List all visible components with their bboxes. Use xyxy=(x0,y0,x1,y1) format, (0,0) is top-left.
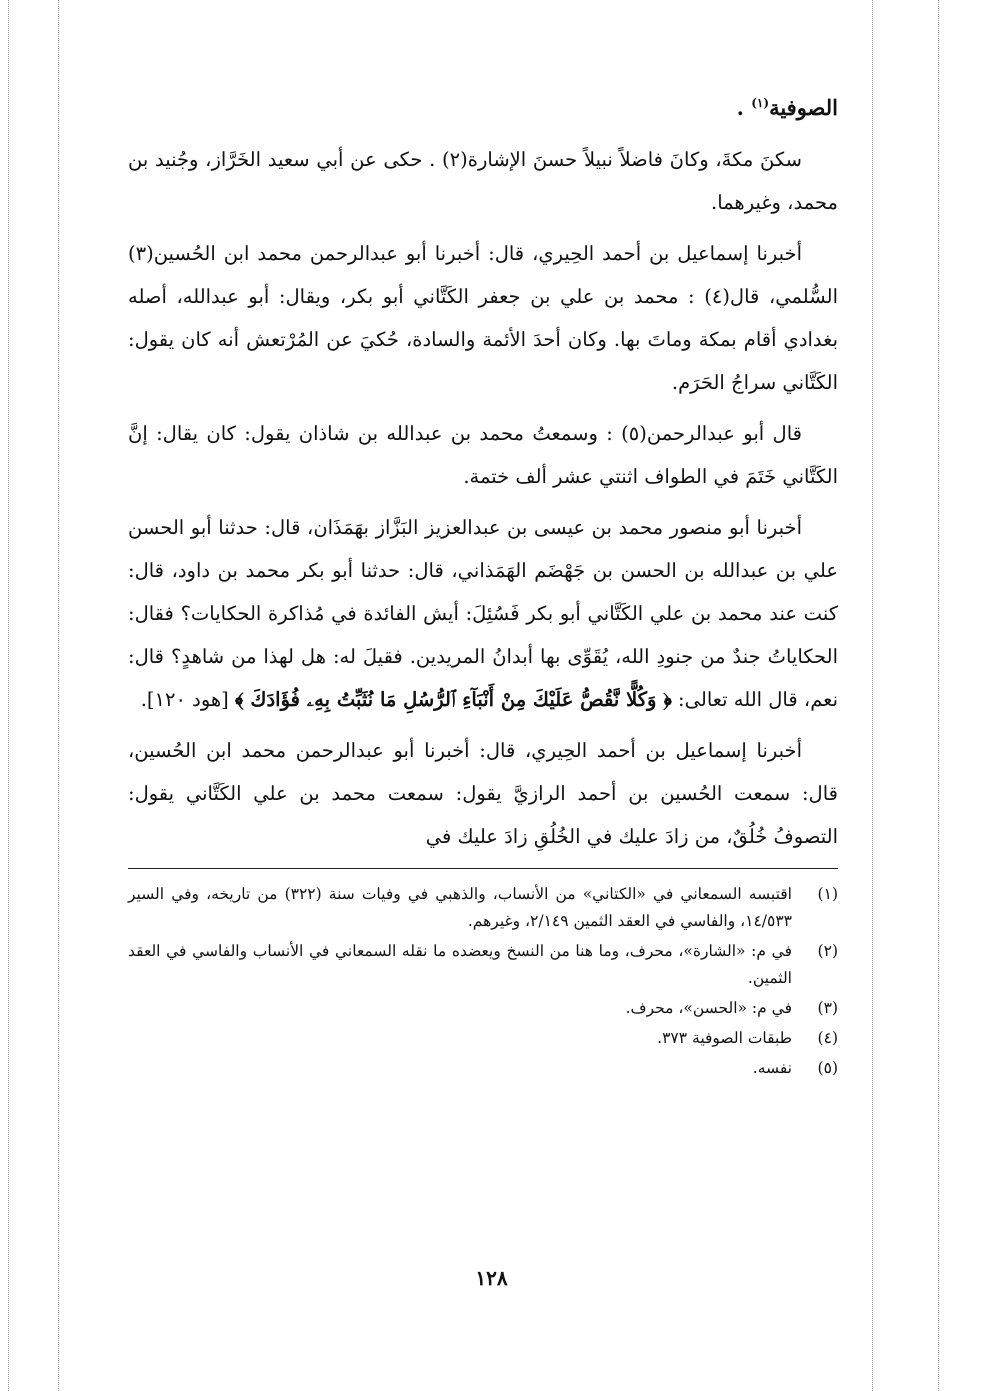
footnote xyxy=(128,995,838,1022)
footnote-text: في م: «الحسن»، محرف. xyxy=(625,999,792,1017)
footnote-number: (٤) xyxy=(817,1029,838,1047)
footnote-text: نفسه. xyxy=(752,1059,792,1077)
paragraph-hikayat xyxy=(128,506,838,721)
scan-guide-line xyxy=(58,0,59,1391)
footnote xyxy=(128,938,838,992)
paragraph-khatma: قال أبو عبدالرحمن(٥) : وسمعتُ محمد بن عبدالله بن شاذان يقول: كان يقال: إنَّ الكَتَّاني خَتَمَ في الطواف اثنتي عشر ألف ختمة. xyxy=(128,422,838,488)
scan-guide-line xyxy=(872,0,873,1391)
paragraph-biography: سكنَ مكةَ، وكانَ فاضلاً نبيلاً حسنَ الإشارة(٢) . حكى عن أبي سعيد الخَرَّاز، وجُنيد بن محمد، وغيرهما. xyxy=(128,148,838,214)
verse-reference: [هود ١٢٠]. xyxy=(140,688,235,711)
paragraph-tasawwuf: أخبرنا إسماعيل بن أحمد الحِيري، قال: أخبرنا أبو عبدالرحمن محمد ابن الحُسين، قال: سمعت الحُسين بن أحمد الرازيَّ يقول: سمعت محمد بن علي الكَتَّاني يقول: التصوفُ خُلُقٌ، من زادَ عليك في الخُلُقِ زادَ عليك في xyxy=(128,739,838,848)
footnote-text: اقتبسه السمعاني في «الكتاني» من الأنساب، والذهبي في وفيات سنة (٣٢٢) من تاريخه، وفي السير ١٤/٥٣٣، والفاسي في العقد الثمين ٢/١٤٩، وغيرهم. xyxy=(128,885,792,930)
footnote-number: (٢) xyxy=(817,942,838,960)
footnote-number: (٥) xyxy=(817,1059,838,1077)
page-number: ١٢٨ xyxy=(475,1266,508,1290)
footnote xyxy=(128,1055,838,1082)
footnote-text: طبقات الصوفية ٣٧٣. xyxy=(657,1029,792,1047)
footnote-ref: (١) xyxy=(751,96,770,110)
quran-verse: ﴿ وَكُلًّا نَّقُصُّ عَلَيْكَ مِنْ أَنْبَآءِ ٱلرُّسُلِ مَا نُثَبِّتُ بِهِۦ فُؤَادَكَ ﴾ xyxy=(234,688,672,711)
heading-end: . xyxy=(736,95,752,120)
footnote-separator xyxy=(128,868,838,869)
paragraph-isnad-sulami: أخبرنا إسماعيل بن أحمد الحِيري، قال: أخبرنا أبو عبدالرحمن محمد ابن الحُسين(٣) السُّلمي، قال(٤) : محمد بن علي بن جعفر الكَتَّاني أبو بكر، ويقال: أبو عبدالله، أصله بغدادي أقام بمكة وماتَ بها. وكان أحدَ الأئمة والسادة، حُكيَ عن المُرْتعش أنه كان يقول: الكَتَّاني سراجُ الحَرَم. xyxy=(128,242,838,394)
paragraph-text: أخبرنا أبو منصور محمد بن عيسى بن عبدالعزيز البَزَّاز بهَمَذَان، قال: حدثنا أبو الحسن علي بن عبدالله بن الحسن بن جَهْضَم الهَمَذاني، قال: حدثنا أبو بكر محمد بن داود، قال: كنت عند محمد بن علي الكَتَّاني أبو بكر فَسُئِلَ: أيش الفائدة في مُذاكرة الحكايات؟ فقال: الحكاياتُ جندٌ من جنودِ الله، يُقَوِّى بها أبدانُ المريدين. فقيلَ له: هل لهذا من شاهدٍ؟ قال: نعم، قال الله تعالى: xyxy=(128,516,838,711)
section-heading xyxy=(128,88,838,128)
page-content xyxy=(128,88,838,1085)
footnote-number: (٣) xyxy=(817,999,838,1017)
footnote xyxy=(128,1025,838,1052)
footnote-text: في م: «الشارة»، محرف، وما هنا من النسخ ويعضده ما نقله السمعاني في الأنساب والفاسي في العقد الثمين. xyxy=(128,942,792,987)
heading-text: الصوفية xyxy=(769,95,838,120)
scan-guide-line xyxy=(8,0,9,1391)
footnotes xyxy=(128,881,838,1082)
scan-guide-line xyxy=(938,0,939,1391)
footnote xyxy=(128,881,838,935)
footnote-number: (١) xyxy=(817,885,838,903)
